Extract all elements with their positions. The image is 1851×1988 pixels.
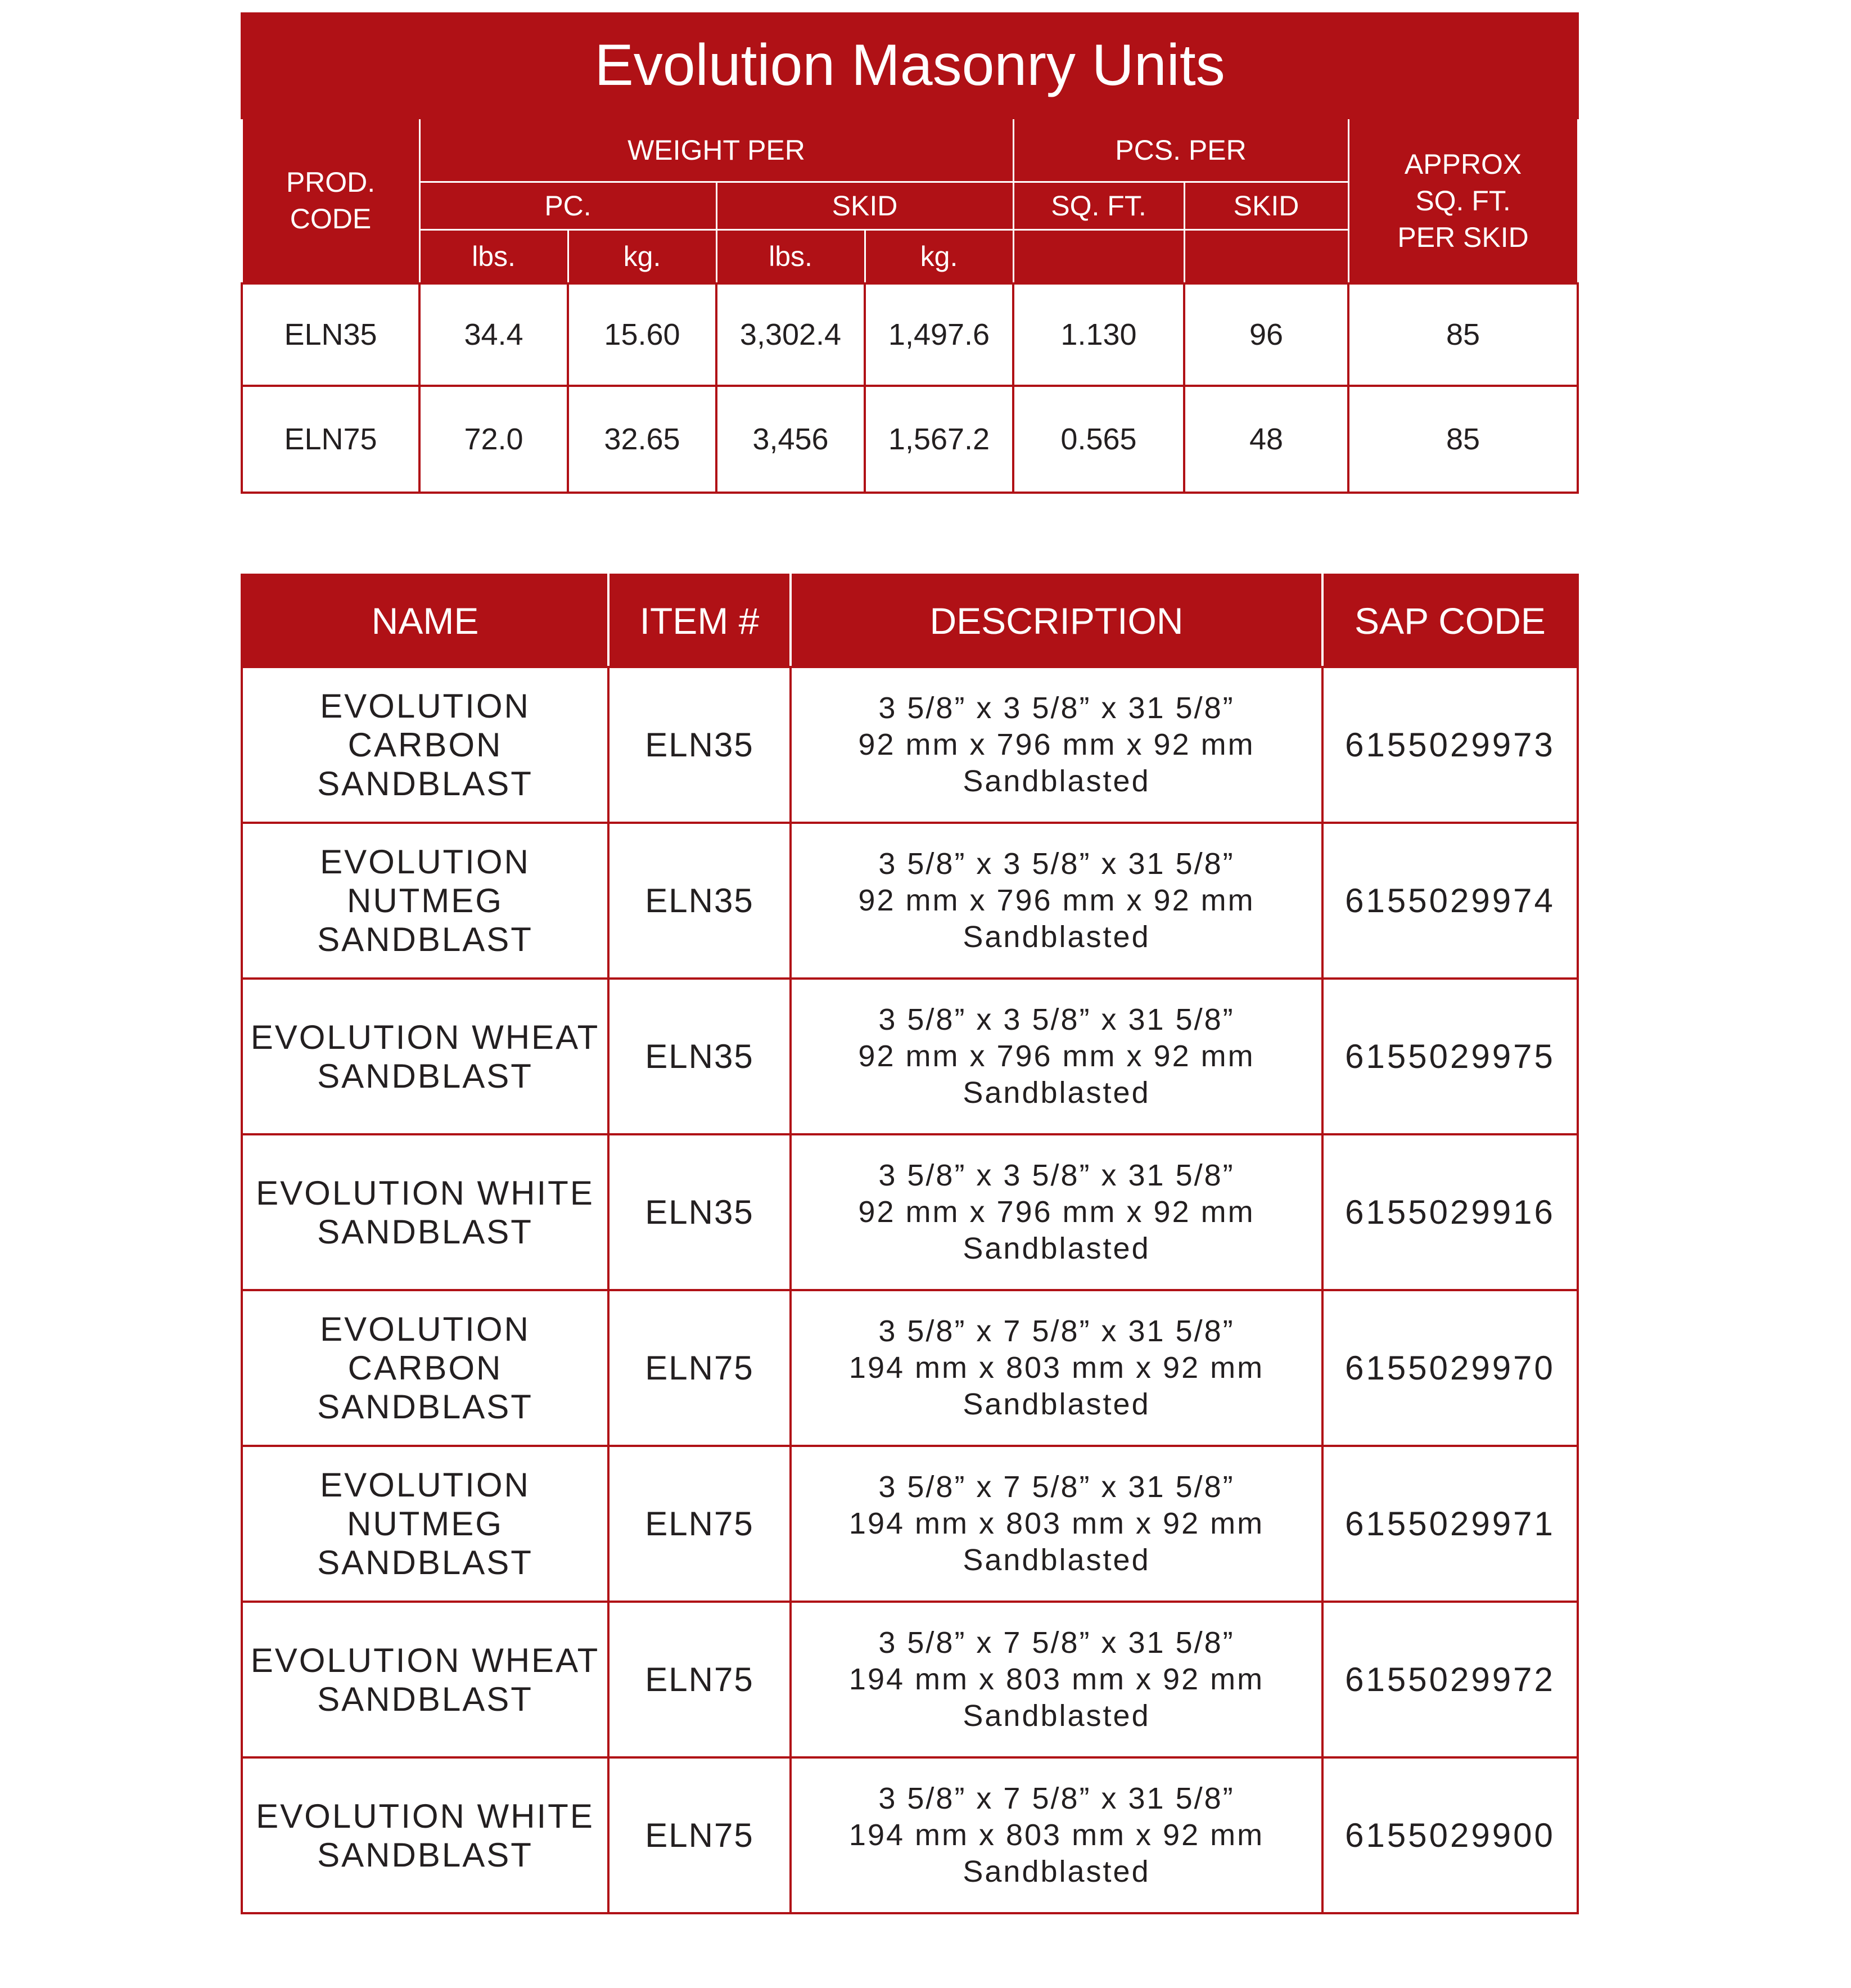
cell-sap-code: 6155029974: [1322, 823, 1578, 979]
cell-sqft-skid: 85: [1348, 386, 1578, 493]
header-name: NAME: [242, 575, 608, 667]
name-line2: SANDBLAST: [317, 1680, 533, 1718]
cell-sap-code: 6155029970: [1322, 1290, 1578, 1446]
desc-finish: Sandblasted: [963, 1854, 1150, 1888]
cell-pcs-sqft: 1.130: [1013, 283, 1184, 386]
name-line1: EVOLUTION WHITE: [256, 1797, 594, 1835]
cell-description: [791, 979, 1322, 1134]
table-row: [242, 1290, 1578, 1446]
cell-skid-kg: 1,567.2: [865, 386, 1013, 493]
desc-finish: Sandblasted: [963, 1698, 1150, 1733]
cell-skid-lbs: 3,456: [716, 386, 865, 493]
desc-mm: 92 mm x 796 mm x 92 mm: [858, 1195, 1255, 1229]
table-row: [242, 283, 1578, 386]
desc-inches: 3 5/8” x 7 5/8” x 31 5/8”: [878, 1626, 1235, 1660]
name-line2: SANDBLAST: [317, 765, 533, 803]
header-skid-lbs: lbs.: [716, 230, 865, 284]
cell-pcs-skid: 96: [1184, 283, 1348, 386]
cell-sap-code: 6155029900: [1322, 1757, 1578, 1913]
desc-inches: 3 5/8” x 3 5/8” x 31 5/8”: [878, 1003, 1235, 1037]
cell-description: [791, 823, 1322, 979]
cell-pc-lbs: 72.0: [419, 386, 568, 493]
header-approx-line1: APPROX: [1404, 148, 1522, 180]
cell-item-number: ELN75: [608, 1446, 791, 1602]
cell-pc-lbs: 34.4: [419, 283, 568, 386]
desc-finish: Sandblasted: [963, 1387, 1150, 1421]
header-prod-code-line2: CODE: [290, 203, 372, 235]
cell-sap-code: 6155029971: [1322, 1446, 1578, 1602]
header-approx-line2: SQ. FT.: [1415, 184, 1511, 217]
name-line2: SANDBLAST: [317, 1388, 533, 1426]
cell-name: [242, 1602, 608, 1757]
header-prod-code-line1: PROD.: [286, 166, 376, 198]
desc-mm: 194 mm x 803 mm x 92 mm: [848, 1662, 1265, 1697]
cell-skid-kg: 1,497.6: [865, 283, 1013, 386]
header-pc-lbs: lbs.: [419, 230, 568, 284]
header-description: DESCRIPTION: [791, 575, 1322, 667]
desc-mm: 194 mm x 803 mm x 92 mm: [848, 1351, 1265, 1385]
cell-description: [791, 1446, 1322, 1602]
header-empty-1: [1013, 230, 1184, 284]
desc-inches: 3 5/8” x 7 5/8” x 31 5/8”: [878, 1314, 1235, 1349]
header-weight-per: WEIGHT PER: [419, 118, 1013, 182]
cell-skid-lbs: 3,302.4: [716, 283, 865, 386]
table-row: [242, 386, 1578, 493]
cell-sap-code: 6155029975: [1322, 979, 1578, 1134]
desc-mm: 92 mm x 796 mm x 92 mm: [858, 883, 1255, 918]
name-line2: SANDBLAST: [317, 921, 533, 958]
cell-description: [791, 1757, 1322, 1913]
header-sap-code: SAP CODE: [1322, 575, 1578, 667]
cell-description: [791, 1602, 1322, 1757]
cell-description: [791, 667, 1322, 823]
name-line1: EVOLUTION NUTMEG: [320, 843, 530, 919]
cell-name: [242, 823, 608, 979]
name-line1: EVOLUTION WHEAT: [250, 1018, 600, 1056]
table-row: [242, 1602, 1578, 1757]
table-row: [242, 667, 1578, 823]
cell-item-number: ELN35: [608, 979, 791, 1134]
desc-finish: Sandblasted: [963, 1231, 1150, 1265]
table-row: [242, 823, 1578, 979]
cell-prod-code: ELN75: [242, 386, 419, 493]
name-line1: EVOLUTION NUTMEG: [320, 1466, 530, 1543]
header-pcs-skid: SKID: [1184, 182, 1348, 230]
desc-mm: 194 mm x 803 mm x 92 mm: [848, 1507, 1265, 1541]
cell-item-number: ELN75: [608, 1757, 791, 1913]
cell-item-number: ELN75: [608, 1290, 791, 1446]
header-item-number: ITEM #: [608, 575, 791, 667]
desc-finish: Sandblasted: [963, 1543, 1150, 1577]
cell-name: [242, 1757, 608, 1913]
cell-prod-code: ELN35: [242, 283, 419, 386]
desc-finish: Sandblasted: [963, 764, 1150, 798]
cell-pcs-skid: 48: [1184, 386, 1348, 493]
header-pc-kg: kg.: [568, 230, 716, 284]
desc-mm: 92 mm x 796 mm x 92 mm: [858, 1039, 1255, 1074]
header-pcs-per: PCS. PER: [1013, 118, 1348, 182]
cell-pc-kg: 15.60: [568, 283, 716, 386]
cell-name: [242, 1446, 608, 1602]
cell-name: [242, 979, 608, 1134]
table-row: [242, 1446, 1578, 1602]
cell-description: [791, 1290, 1322, 1446]
name-line1: EVOLUTION CARBON: [320, 1310, 530, 1387]
cell-sap-code: 6155029972: [1322, 1602, 1578, 1757]
cell-item-number: ELN35: [608, 667, 791, 823]
masonry-units-spec-table: [241, 12, 1579, 494]
table-row: [242, 1757, 1578, 1913]
header-approx-line3: PER SKID: [1397, 221, 1529, 253]
desc-inches: 3 5/8” x 3 5/8” x 31 5/8”: [878, 847, 1235, 881]
table-title: Evolution Masonry Units: [242, 13, 1578, 118]
name-line1: EVOLUTION WHITE: [256, 1174, 594, 1212]
cell-item-number: ELN35: [608, 823, 791, 979]
desc-inches: 3 5/8” x 3 5/8” x 31 5/8”: [878, 691, 1235, 725]
product-table-body: [242, 667, 1578, 1913]
cell-item-number: ELN35: [608, 1134, 791, 1290]
cell-item-number: ELN75: [608, 1602, 791, 1757]
header-approx-sqft-per-skid: [1348, 118, 1578, 283]
table-row: [242, 1134, 1578, 1290]
header-prod-code: [242, 118, 419, 283]
name-line2: SANDBLAST: [317, 1836, 533, 1874]
header-pc: PC.: [419, 182, 716, 230]
cell-sqft-skid: 85: [1348, 283, 1578, 386]
header-empty-2: [1184, 230, 1348, 284]
desc-finish: Sandblasted: [963, 919, 1150, 954]
desc-mm: 194 mm x 803 mm x 92 mm: [848, 1818, 1265, 1852]
cell-pcs-sqft: 0.565: [1013, 386, 1184, 493]
name-line2: SANDBLAST: [317, 1544, 533, 1581]
cell-name: [242, 1134, 608, 1290]
cell-name: [242, 1290, 608, 1446]
name-line2: SANDBLAST: [317, 1212, 533, 1251]
header-sq-ft: SQ. FT.: [1013, 182, 1184, 230]
product-list-table: [241, 574, 1579, 1914]
desc-mm: 92 mm x 796 mm x 92 mm: [858, 728, 1255, 762]
desc-finish: Sandblasted: [963, 1075, 1150, 1110]
header-skid: SKID: [716, 182, 1013, 230]
cell-sap-code: 6155029916: [1322, 1134, 1578, 1290]
desc-inches: 3 5/8” x 7 5/8” x 31 5/8”: [878, 1470, 1235, 1504]
name-line1: EVOLUTION CARBON: [320, 687, 530, 764]
header-skid-kg: kg.: [865, 230, 1013, 284]
name-line2: SANDBLAST: [317, 1057, 533, 1095]
cell-description: [791, 1134, 1322, 1290]
desc-inches: 3 5/8” x 3 5/8” x 31 5/8”: [878, 1158, 1235, 1193]
name-line1: EVOLUTION WHEAT: [250, 1641, 600, 1679]
desc-inches: 3 5/8” x 7 5/8” x 31 5/8”: [878, 1782, 1235, 1816]
cell-name: [242, 667, 608, 823]
table-row: [242, 979, 1578, 1134]
cell-pc-kg: 32.65: [568, 386, 716, 493]
cell-sap-code: 6155029973: [1322, 667, 1578, 823]
